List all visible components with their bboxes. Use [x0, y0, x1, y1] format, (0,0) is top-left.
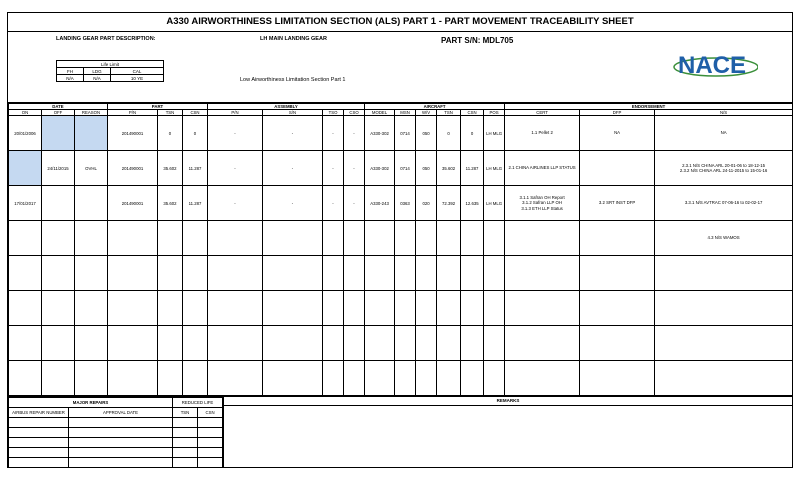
reduced-csn-header: CSN	[198, 408, 223, 418]
column-header: ON	[9, 110, 42, 116]
table-row	[9, 291, 793, 326]
major-repairs-table	[8, 397, 223, 468]
table-cell: 201490001	[108, 151, 158, 186]
table-cell	[484, 291, 505, 326]
column-header: TSN	[158, 110, 183, 116]
column-header: P/N	[108, 110, 158, 116]
table-cell: -	[344, 186, 365, 221]
column-header: CSO	[344, 110, 365, 116]
als-note: Low Airworthiness Limitation Section Part 1	[240, 77, 346, 83]
table-cell	[395, 291, 416, 326]
table-cell	[42, 326, 75, 361]
table-cell: A330-302	[365, 116, 395, 151]
table-cell: 0	[461, 116, 484, 151]
life-header-cal: CAL	[111, 68, 164, 75]
table-cell: -	[344, 151, 365, 186]
life-value-fh: N/A	[57, 75, 84, 82]
table-cell	[437, 361, 461, 396]
table-cell	[344, 326, 365, 361]
table-cell	[158, 361, 183, 396]
table-cell: 0	[158, 116, 183, 151]
table-cell: -	[323, 116, 344, 151]
table-cell: 20/01/2006	[9, 116, 42, 151]
major-repairs-title: MAJOR REPAIRS	[9, 398, 173, 408]
table-cell	[42, 256, 75, 291]
table-cell	[42, 361, 75, 396]
table-cell: 201490001	[108, 116, 158, 151]
table-cell	[208, 221, 263, 256]
column-header: MODEL	[365, 110, 395, 116]
column-header: MSN	[395, 110, 416, 116]
traceability-sheet	[7, 12, 793, 468]
approval-date-header: APPROVAL DATE	[69, 408, 173, 418]
table-cell: 35.602	[158, 186, 183, 221]
table-cell: 11.287	[461, 151, 484, 186]
group-endorsement: ENDORSEMENT	[505, 104, 793, 110]
table-cell	[108, 256, 158, 291]
table-cell: 4.3 N/S WAMOS	[655, 221, 793, 256]
table-cell: 0714	[395, 116, 416, 151]
table-cell	[42, 291, 75, 326]
table-cell	[437, 221, 461, 256]
table-cell	[344, 291, 365, 326]
table-cell: 3.2 SRT INST DFP	[580, 186, 655, 221]
table-cell	[365, 326, 395, 361]
table-cell	[183, 221, 208, 256]
table-cell	[158, 291, 183, 326]
table-cell	[484, 221, 505, 256]
table-cell: 17/01/2017	[9, 186, 42, 221]
table-cell	[580, 256, 655, 291]
part-desc-value: LH MAIN LANDING GEAR	[260, 36, 327, 42]
column-header: P/N	[208, 110, 263, 116]
table-cell	[42, 186, 75, 221]
table-cell	[108, 361, 158, 396]
table-cell	[461, 256, 484, 291]
group-part: PART	[108, 104, 208, 110]
table-cell	[208, 256, 263, 291]
table-cell: 35.602	[437, 151, 461, 186]
table-row	[9, 361, 793, 396]
table-cell: A330-243	[365, 186, 395, 221]
table-cell	[75, 221, 108, 256]
table-cell	[75, 256, 108, 291]
table-cell	[505, 291, 580, 326]
table-cell: 050	[416, 151, 437, 186]
header-info	[8, 32, 792, 103]
table-cell	[208, 326, 263, 361]
table-cell	[365, 256, 395, 291]
table-cell	[416, 291, 437, 326]
table-cell	[461, 326, 484, 361]
table-cell	[263, 326, 323, 361]
table-cell: 1.1 Pellet 2	[505, 116, 580, 151]
table-cell	[9, 151, 42, 186]
table-cell: -	[208, 116, 263, 151]
footer	[8, 396, 792, 468]
table-cell	[183, 291, 208, 326]
logo-text: NACE	[677, 52, 747, 79]
column-header: TSN	[437, 110, 461, 116]
table-cell: -	[344, 116, 365, 151]
column-header: CSN	[183, 110, 208, 116]
table-cell: 11.287	[183, 186, 208, 221]
table-cell: NA	[580, 116, 655, 151]
table-cell: -	[208, 151, 263, 186]
part-desc-label: LANDING GEAR PART DESCRIPTION:	[56, 36, 156, 42]
table-cell: -	[263, 151, 323, 186]
remarks-box	[223, 397, 792, 468]
table-cell: 12.635	[461, 186, 484, 221]
table-cell	[416, 221, 437, 256]
life-header-ldg: LDG	[84, 68, 111, 75]
table-cell: LH MLG	[484, 151, 505, 186]
group-date: DATE	[9, 104, 108, 110]
table-cell: -	[263, 116, 323, 151]
table-cell: -	[208, 186, 263, 221]
table-cell	[416, 256, 437, 291]
rows-body	[9, 116, 793, 396]
column-header: W/V	[416, 110, 437, 116]
life-value-ldg: N/A	[84, 75, 111, 82]
table-cell: 0714	[395, 151, 416, 186]
table-cell	[108, 291, 158, 326]
table-cell	[655, 361, 793, 396]
table-cell	[505, 361, 580, 396]
table-cell	[395, 256, 416, 291]
table-cell	[9, 291, 42, 326]
table-cell	[9, 326, 42, 361]
table-cell	[580, 151, 655, 186]
table-cell	[580, 291, 655, 326]
table-cell: 0363	[395, 186, 416, 221]
table-cell	[437, 326, 461, 361]
table-cell	[395, 361, 416, 396]
table-cell	[42, 221, 75, 256]
table-cell: 24/11/2015	[42, 151, 75, 186]
table-cell: -	[263, 186, 323, 221]
table-cell	[108, 326, 158, 361]
column-header: N/S	[655, 110, 793, 116]
column-header: POS	[484, 110, 505, 116]
movement-table	[8, 103, 793, 396]
table-cell	[484, 256, 505, 291]
table-cell	[42, 116, 75, 151]
column-header: OFF	[42, 110, 75, 116]
table-cell: 2.1 CHINA AIRLINES LLP STATUS	[505, 151, 580, 186]
table-cell	[461, 361, 484, 396]
table-cell	[183, 326, 208, 361]
table-cell: 0	[437, 116, 461, 151]
table-cell	[9, 256, 42, 291]
table-row	[9, 256, 793, 291]
table-cell	[323, 326, 344, 361]
table-cell	[395, 221, 416, 256]
table-cell	[344, 256, 365, 291]
table-cell: 0	[183, 116, 208, 151]
table-cell	[416, 326, 437, 361]
remarks-title: REMARKS	[224, 397, 792, 406]
repair-number-header: AIRBUS REPAIR NUMBER	[9, 408, 69, 418]
table-cell	[158, 221, 183, 256]
table-cell	[580, 221, 655, 256]
table-cell	[365, 291, 395, 326]
column-header: S/N	[263, 110, 323, 116]
table-cell	[395, 326, 416, 361]
table-cell	[108, 221, 158, 256]
table-cell	[505, 221, 580, 256]
table-cell	[461, 221, 484, 256]
table-cell	[344, 361, 365, 396]
table-cell	[75, 326, 108, 361]
table-cell	[437, 291, 461, 326]
table-cell: 35.602	[158, 151, 183, 186]
table-cell	[365, 221, 395, 256]
table-cell: 3.1.1 Safran OH Report 3.1.2 Safran LLP OH 3.1.3 ETH LLP Status	[505, 186, 580, 221]
table-cell	[263, 256, 323, 291]
table-cell	[183, 256, 208, 291]
table-cell	[655, 291, 793, 326]
table-cell	[655, 256, 793, 291]
table-cell	[9, 361, 42, 396]
table-cell: A330-302	[365, 151, 395, 186]
table-cell	[323, 256, 344, 291]
column-header: CERT	[505, 110, 580, 116]
table-cell: 2.3.1 N/S CHINA ARL 20-01-06 to 18-12-15 2.3.2 N/S CHINA ARL 24-11-2015 to 15-01-16	[655, 151, 793, 186]
table-cell	[208, 361, 263, 396]
table-cell: 020	[416, 186, 437, 221]
table-cell: -	[323, 186, 344, 221]
table-cell: LH MLG	[484, 186, 505, 221]
table-cell	[75, 361, 108, 396]
table-cell	[416, 361, 437, 396]
table-cell	[75, 116, 108, 151]
table-cell: OVHL	[75, 151, 108, 186]
table-cell	[484, 326, 505, 361]
table-cell	[158, 256, 183, 291]
table-row	[9, 151, 793, 186]
group-aircraft: AIRCRAFT	[365, 104, 505, 110]
nace-logo	[666, 44, 758, 84]
reduced-tsn-header: TSN	[173, 408, 198, 418]
table-cell: 201490001	[108, 186, 158, 221]
table-cell	[183, 361, 208, 396]
column-header: REASON	[75, 110, 108, 116]
table-cell	[484, 361, 505, 396]
reduced-life-title: REDUCED LIFE	[173, 398, 223, 408]
table-cell: -	[323, 151, 344, 186]
table-cell	[323, 361, 344, 396]
life-limit-title: Life Limit	[57, 61, 164, 68]
group-assembly: ASSEMBLY	[208, 104, 365, 110]
table-row	[9, 221, 793, 256]
life-limit-table	[56, 60, 164, 82]
table-cell	[505, 326, 580, 361]
table-cell	[505, 256, 580, 291]
table-cell	[344, 221, 365, 256]
table-row	[9, 326, 793, 361]
table-cell	[655, 326, 793, 361]
table-cell	[461, 291, 484, 326]
table-cell	[263, 221, 323, 256]
table-row	[9, 186, 793, 221]
table-cell: 3.3.1 N/S AVTRAC 07-06-16 to 02-02-17	[655, 186, 793, 221]
sheet-title: A330 AIRWORTHINESS LIMITATION SECTION (ALS) PART 1 - PART MOVEMENT TRACEABILITY SHEET	[8, 13, 792, 32]
table-row	[9, 116, 793, 151]
table-cell	[323, 221, 344, 256]
table-cell: 11.287	[183, 151, 208, 186]
table-cell	[75, 291, 108, 326]
table-cell	[263, 291, 323, 326]
table-cell	[208, 291, 263, 326]
table-cell	[9, 221, 42, 256]
table-cell: LH MLG	[484, 116, 505, 151]
table-cell	[580, 326, 655, 361]
table-cell	[263, 361, 323, 396]
life-value-cal: 10 YE	[111, 75, 164, 82]
part-sn: PART S/N: MDL705	[441, 36, 514, 45]
column-header: DFP	[580, 110, 655, 116]
table-cell: 72.392	[437, 186, 461, 221]
column-header: TSO	[323, 110, 344, 116]
table-cell	[437, 256, 461, 291]
table-cell	[580, 361, 655, 396]
table-cell	[158, 326, 183, 361]
table-cell	[365, 361, 395, 396]
life-header-fh: FH	[57, 68, 84, 75]
table-cell: 050	[416, 116, 437, 151]
table-cell	[323, 291, 344, 326]
table-cell	[75, 186, 108, 221]
column-header: CSN	[461, 110, 484, 116]
table-cell: NA	[655, 116, 793, 151]
